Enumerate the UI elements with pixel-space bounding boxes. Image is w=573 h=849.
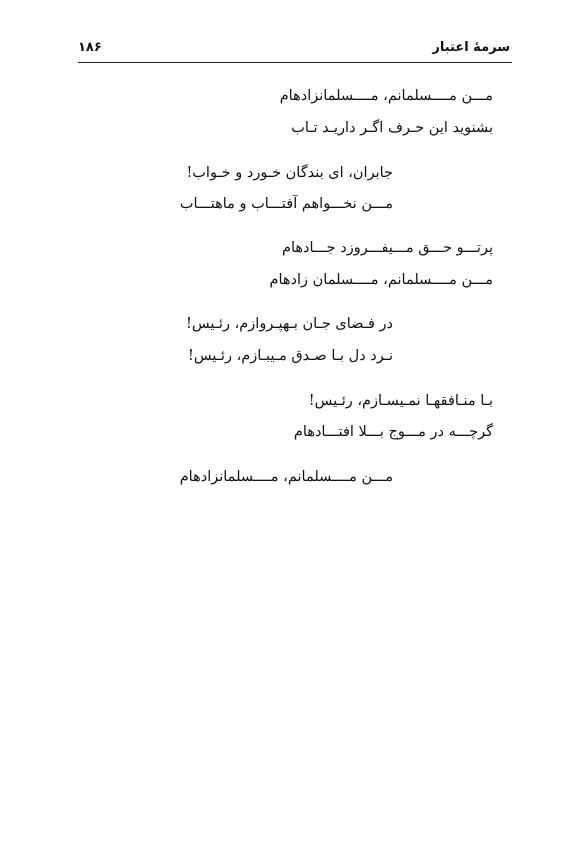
running-title: سرمهٔ اعتبار xyxy=(432,40,510,55)
poem-line: نـرد دل بـا صـدق مـیبـازم، رئـیس! xyxy=(188,348,393,364)
poem-line: گرچـــه در مـــوج بـــلا افتـــادهام xyxy=(293,424,493,440)
poem-line: بـا منـافقهـا نمـیسـازم، رئـیس! xyxy=(308,393,493,409)
page-header xyxy=(78,34,512,63)
poem-line: مـــن مــــسلمانم، مــــسلمان زادهام xyxy=(269,272,493,288)
poem-line: بشنوید این حـرف اگـر داریـد تـاب xyxy=(291,120,493,136)
poem-line: جابران، ای بندگان خـورد و خـواب! xyxy=(186,165,393,181)
poem-line: مـــن نخـــواهم آفتـــاب و ماهتـــاب xyxy=(179,196,393,212)
poem-line: در فـضای جـان بـهپـروازم، رئـیس! xyxy=(186,316,393,332)
poem-line: مـــن مــــسلمانم، مــــسلمانزادهام xyxy=(279,88,493,104)
poem-line: پرتـــو حـــق مـــیفـــروزد جـــادهام xyxy=(282,240,493,256)
page-number: ۱۸۶ xyxy=(78,40,102,55)
poem-line: مـــن مــــسلمانم، مــــسلمانزادهام xyxy=(179,469,393,485)
